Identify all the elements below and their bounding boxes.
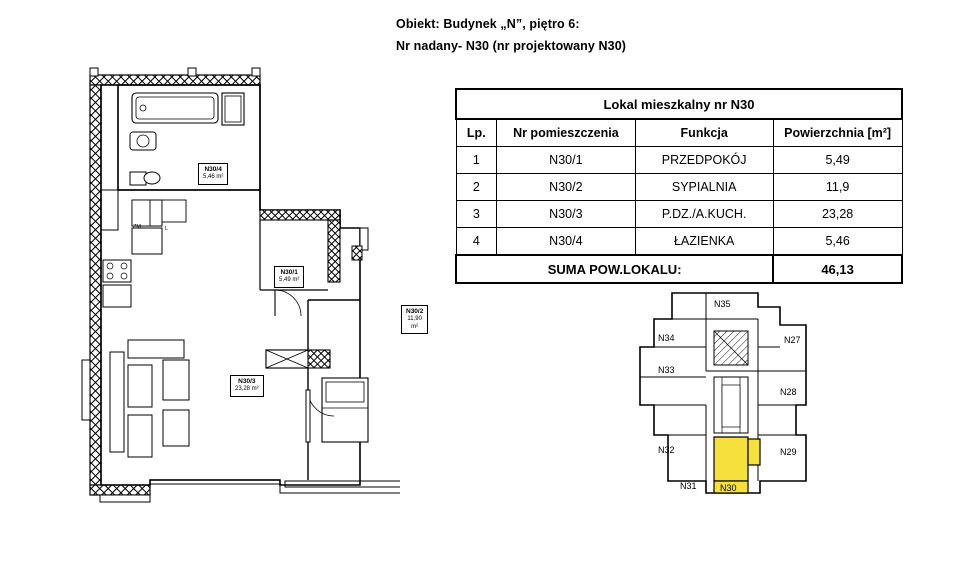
keyplan-label-n28: N28 [780, 387, 797, 397]
keyplan-label-n35: N35 [714, 299, 731, 309]
keyplan-label-n34: N34 [658, 333, 675, 343]
cell-room-number: N30/2 [497, 174, 636, 201]
cell-function: ŁAZIENKA [635, 228, 773, 256]
room-label-area: 5,49 m² [279, 277, 300, 284]
keyplan-label-n32: N32 [658, 445, 675, 455]
room-label-area: 5,46 m² [203, 174, 224, 181]
keyplan-label-n27: N27 [784, 335, 801, 345]
column-header-lp: Lp. [456, 119, 497, 147]
floor-plan-drawing [70, 60, 400, 520]
apartment-spec-table [455, 88, 903, 284]
room-label-n30-2 [401, 305, 428, 334]
column-header-function: Funkcja [635, 119, 773, 147]
cell-function: SYPIALNIA [635, 174, 773, 201]
table-title-row [456, 89, 902, 119]
header-line-number: Nr nadany- N30 (nr projektowany N30) [396, 38, 627, 53]
room-label-area: 11,90 m² [407, 316, 422, 330]
table-title: Lokal mieszkalny nr N30 [456, 89, 902, 119]
cell-room-number: N30/4 [497, 228, 636, 256]
cell-area: 5,49 [773, 147, 902, 174]
column-header-room-number: Nr pomieszczenia [497, 119, 636, 147]
table-header-row [456, 119, 902, 147]
cell-room-number: N30/3 [497, 201, 636, 228]
cell-lp: 3 [456, 201, 497, 228]
room-label-name: N30/1 [280, 269, 298, 276]
table-row [456, 147, 902, 174]
table-sum-row [456, 255, 902, 283]
cell-room-number: N30/1 [497, 147, 636, 174]
header-line-object: Obiekt: Budynek „N”, piętro 6: [396, 17, 580, 31]
table-row [456, 228, 902, 256]
table-row [456, 201, 902, 228]
room-label-n30-3 [230, 375, 264, 397]
key-plan [610, 285, 835, 510]
column-header-area: Powierzchnia [m²] [773, 119, 902, 147]
cell-area: 23,28 [773, 201, 902, 228]
keyplan-label-n31: N31 [680, 481, 697, 491]
cell-lp: 2 [456, 174, 497, 201]
cell-function: PRZEDPOKÓJ [635, 147, 773, 174]
room-label-name: N30/4 [204, 166, 222, 173]
room-label-name: N30/3 [238, 378, 256, 385]
cell-function: P.DZ./A.KUCH. [635, 201, 773, 228]
room-label-n30-1 [274, 266, 304, 288]
sum-value: 46,13 [773, 255, 902, 283]
appliance-label-l: L [165, 226, 169, 232]
sum-label: SUMA POW.LOKALU: [456, 255, 773, 283]
cell-area: 11,9 [773, 174, 902, 201]
table-row [456, 174, 902, 201]
cell-lp: 4 [456, 228, 497, 256]
room-label-n30-4 [198, 163, 228, 185]
keyplan-label-n33: N33 [658, 365, 675, 375]
key-plan-drawing [610, 285, 835, 510]
floor-plan [70, 60, 424, 520]
appliance-label-zm: ZM [133, 224, 141, 230]
drawing-header [396, 14, 626, 58]
cell-lp: 1 [456, 147, 497, 174]
keyplan-label-n30: N30 [720, 483, 737, 493]
cell-area: 5,46 [773, 228, 902, 256]
room-label-area: 23,28 m² [235, 386, 259, 393]
room-label-name: N30/2 [406, 308, 424, 315]
keyplan-label-n29: N29 [780, 447, 797, 457]
